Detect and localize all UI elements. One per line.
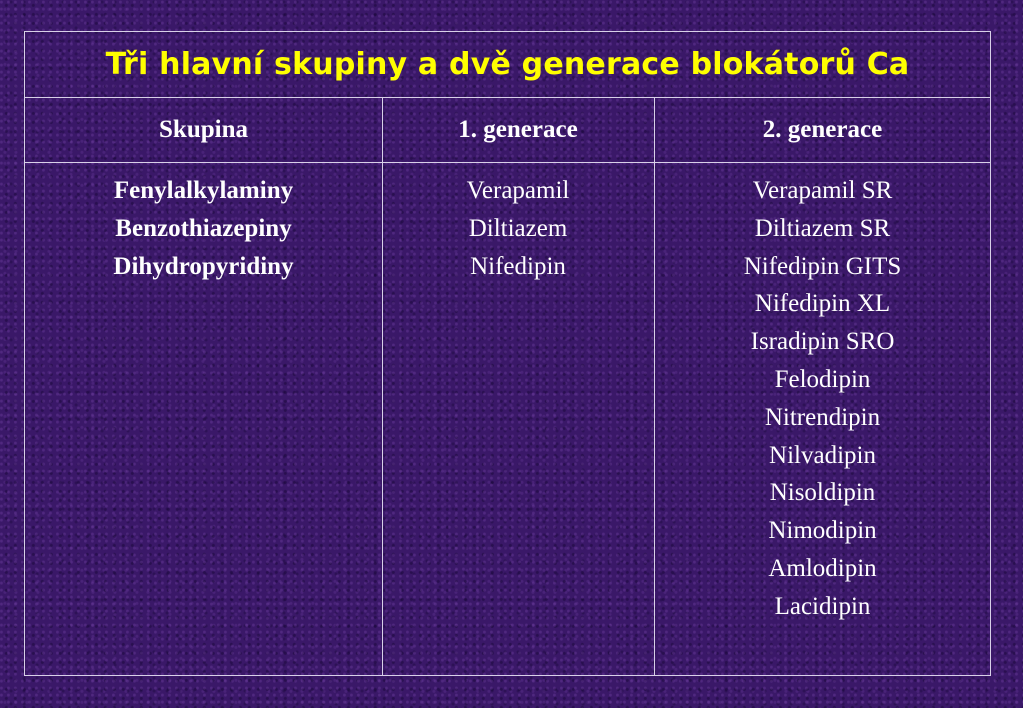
generace-2-item: Lacidipin [774, 592, 871, 620]
generace-2-item: Amlodipin [768, 554, 877, 582]
skupina-item: Benzothiazepiny [115, 214, 292, 242]
generace-2-item: Isradipin SRO [750, 328, 895, 356]
slide-title: Tři hlavní skupiny a dvě generace blokátorů Ca [105, 47, 910, 82]
generace-1-item: Diltiazem [468, 214, 568, 242]
generace-2-item: Nifedipin GITS [743, 252, 902, 280]
generace-1-column [382, 172, 654, 285]
generace-2-item: Felodipin [774, 365, 871, 393]
skupina-item: Dihydropyridiny [113, 252, 294, 280]
header-skupina: Skupina [159, 116, 248, 143]
header-row [25, 98, 990, 163]
generace-2-item: Nifedipin XL [754, 290, 891, 318]
skupina-column [25, 172, 382, 285]
generace-2-item: Nitrendipin [764, 403, 881, 431]
title-row [25, 32, 990, 98]
header-generace-1: 1. generace [458, 116, 578, 143]
skupina-item: Fenylalkylaminy [113, 177, 294, 204]
calcium-blockers-table [24, 31, 991, 676]
generace-2-item: Nimodipin [768, 517, 877, 545]
header-generace-2: 2. generace [762, 116, 883, 143]
generace-2-item: Diltiazem SR [754, 214, 891, 242]
generace-2-item: Nisoldipin [769, 479, 876, 507]
generace-1-item: Verapamil [466, 177, 570, 204]
generace-2-item: Nilvadipin [769, 441, 876, 469]
generace-1-item: Nifedipin [470, 252, 566, 280]
generace-2-column [654, 172, 991, 626]
generace-2-item: Verapamil SR [752, 177, 893, 204]
